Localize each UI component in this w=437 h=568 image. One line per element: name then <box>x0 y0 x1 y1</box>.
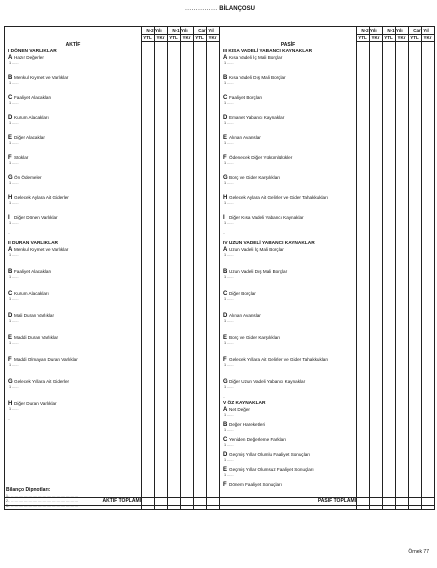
sub-marker: 1 ...... <box>9 221 19 225</box>
item-label: Diğer Uzun Vadeli Yabancı Kaynaklar <box>229 379 306 384</box>
asset-item <box>8 335 58 346</box>
item-label: Dönem Faaliyet Sonuçları <box>229 482 282 487</box>
footnote-line: 3- ..................................................... <box>6 504 79 508</box>
item-label: Alınan Avanslar <box>229 313 261 318</box>
item-label: Mali Duran Varlıklar <box>14 313 54 318</box>
sub-marker: 1 ...... <box>9 161 19 165</box>
column-divider <box>154 27 155 509</box>
sub-marker: 1 ...... <box>9 181 19 185</box>
asset-item <box>8 95 51 106</box>
asset-item <box>8 379 69 390</box>
item-label: Kısa Vadeli İç Mali Borçlar <box>229 55 283 60</box>
item-letter: F <box>223 155 227 161</box>
sub-marker: 1 ...... <box>9 341 19 345</box>
group-current-assets: I DÖNEN VARLIKLAR <box>8 49 57 54</box>
assets-total-label: AKTİF TOPLAMI <box>102 498 141 504</box>
sub-marker: 1 ...... <box>224 319 234 323</box>
asset-item <box>8 401 57 412</box>
item-label: Gelecek Yıllara Ait Gelirler ve Gider Tahakkukları <box>229 357 329 362</box>
item-letter: D <box>223 313 228 319</box>
sub-marker: 1 ...... <box>224 473 234 477</box>
equity-item <box>223 467 314 478</box>
item-letter: D <box>223 115 228 121</box>
item-letter: F <box>223 482 227 488</box>
liability-item <box>223 357 328 368</box>
item-label: Diğer Kısa Vadeli Yabancı Kaynaklar <box>229 215 304 220</box>
equity-item <box>223 437 286 448</box>
currency-header-row <box>141 34 219 42</box>
header-ytl: YTL <box>195 35 204 40</box>
equity-item <box>223 452 310 463</box>
column-divider <box>206 27 207 509</box>
liabilities-total-label: PASİF TOPLAMI <box>317 498 356 504</box>
sub-marker: 1 ...... <box>224 141 234 145</box>
asset-item <box>8 195 69 206</box>
item-label: Geçmiş Yıllar Olumsuz Faaliyet Sonuçları <box>229 467 314 472</box>
balance-footnotes <box>6 487 78 508</box>
item-label: Net Değer <box>229 407 250 412</box>
item-letter: I <box>8 215 10 221</box>
item-label: Faaliyet Alacakları <box>14 269 52 274</box>
column-divider <box>369 27 370 509</box>
item-letter: C <box>8 291 13 297</box>
column-divider <box>180 27 181 509</box>
sub-marker: 1 ...... <box>9 61 19 65</box>
item-label: Maddi Olmayan Duran Varlıklar <box>14 357 78 362</box>
asset-item <box>8 75 68 86</box>
trailing-dots: .. <box>8 230 11 235</box>
sub-marker: 1 ...... <box>224 121 234 125</box>
item-letter: H <box>223 195 228 201</box>
sub-marker: 1 ...... <box>224 341 234 345</box>
sub-marker: 1 ...... <box>224 363 234 367</box>
item-label: Gelecek Aylara Ait Giderler <box>14 195 69 200</box>
item-label: Faaliyet Borçları <box>229 95 263 100</box>
asset-item <box>8 175 42 186</box>
sub-marker: 1 ...... <box>224 101 234 105</box>
item-label: Borç ve Gider Karşılıkları <box>229 175 281 180</box>
item-letter: B <box>8 75 13 81</box>
sub-marker: 1 ...... <box>224 201 234 205</box>
item-letter: E <box>223 467 228 473</box>
header-year-n2: N-2 Yılı <box>361 28 377 33</box>
item-letter: G <box>8 379 13 385</box>
footnote-line: 2- ..................................................... <box>6 499 79 503</box>
column-divider <box>356 27 357 509</box>
header-ykr: YKr <box>371 35 380 40</box>
header-year-n1: N-1 Yılı <box>172 28 188 33</box>
item-label: Geçmiş Yıllar Olumlu Faaliyet Sonuçları <box>229 452 311 457</box>
item-letter: A <box>8 55 13 61</box>
asset-item <box>8 313 54 324</box>
item-label: Yeniden Değerleme Farkları <box>229 437 287 442</box>
sub-marker: 1 ...... <box>224 413 234 417</box>
item-letter: E <box>223 135 228 141</box>
liability-item <box>223 175 280 186</box>
liabilities-section-title: PASİF <box>280 42 296 48</box>
item-label: Ödenecek Diğer Yükümlülükler <box>229 155 293 160</box>
item-letter: B <box>223 269 228 275</box>
item-label: Borç ve Gider Karşılıkları <box>229 335 281 340</box>
group-equity: V ÖZ KAYNAKLAR <box>223 401 266 406</box>
item-label: Maddi Duran Varlıklar <box>14 335 59 340</box>
sub-marker: 1 ...... <box>9 363 19 367</box>
item-letter: C <box>223 95 228 101</box>
item-letter: A <box>8 247 13 253</box>
sub-marker: 1 ...... <box>9 201 19 205</box>
liabilities-amount-columns <box>356 27 434 509</box>
item-label: Diğer Dönen Varlıklar <box>14 215 58 220</box>
asset-item <box>8 215 58 226</box>
liability-item <box>223 195 328 206</box>
liability-item <box>223 269 287 280</box>
item-letter: A <box>223 55 228 61</box>
sub-marker: 1 ...... <box>9 81 19 85</box>
header-ytl: YTL <box>143 35 152 40</box>
assets-amount-columns <box>141 27 219 509</box>
page-number: Örnek 77 <box>408 549 429 555</box>
liability-item <box>223 379 305 390</box>
header-ytl: YTL <box>384 35 393 40</box>
sub-marker: 1 ...... <box>224 221 234 225</box>
total-line <box>220 505 434 506</box>
column-divider <box>421 27 422 509</box>
asset-item <box>8 55 44 66</box>
column-divider <box>167 27 168 509</box>
header-ytl: YTL <box>410 35 419 40</box>
liability-item <box>223 215 304 226</box>
item-label: Faaliyet Alacakları <box>14 95 52 100</box>
item-label: Uzun Vadeli Dış Mali Borçlar <box>229 269 288 274</box>
item-letter: A <box>223 407 228 413</box>
asset-item <box>8 357 78 368</box>
item-letter: C <box>223 437 228 443</box>
header-year-current: Cari Yıl <box>198 28 214 33</box>
item-letter: F <box>8 155 12 161</box>
item-letter: E <box>223 335 228 341</box>
asset-item <box>8 135 45 146</box>
item-label: Diğer Borçlar <box>229 291 256 296</box>
liability-item <box>223 291 256 302</box>
item-letter: B <box>8 269 13 275</box>
footnotes-label: Bilanço Dipnotları: <box>6 487 51 493</box>
group-long-term-liabilities: IV UZUN VADELİ YABANCI KAYNAKLAR <box>223 241 315 246</box>
item-letter: I <box>223 215 225 221</box>
item-letter: H <box>8 401 13 407</box>
item-letter: G <box>8 175 13 181</box>
item-label: Diğer Duran Varlıklar <box>14 401 57 406</box>
item-letter: H <box>8 195 13 201</box>
header-ykr: YKr <box>397 35 406 40</box>
item-letter: C <box>8 95 13 101</box>
sub-marker: 1 ...... <box>224 458 234 462</box>
sub-marker: 1 ...... <box>9 385 19 389</box>
header-year-current: Cari Yıl <box>413 28 429 33</box>
header-ykr: YKr <box>208 35 217 40</box>
header-ytl: YTL <box>358 35 367 40</box>
item-label: Ön Ödemeler <box>14 175 42 180</box>
sub-marker: 1 ...... <box>224 81 234 85</box>
item-letter: A <box>223 247 228 253</box>
liability-item <box>223 75 286 86</box>
liability-item <box>223 313 261 324</box>
sub-marker: 1 ...... <box>9 407 19 411</box>
item-label: Hazır Değerler <box>14 55 44 60</box>
item-letter: B <box>223 75 228 81</box>
sub-marker: 1 ...... <box>9 275 19 279</box>
sub-marker: 1 ...... <box>9 319 19 323</box>
item-letter: E <box>8 135 13 141</box>
sub-marker: 1 ...... <box>9 141 19 145</box>
group-short-term-liabilities: III KISA VADELİ YABANCI KAYNAKLAR <box>223 49 313 54</box>
equity-item <box>223 407 250 418</box>
header-ytl: YTL <box>169 35 178 40</box>
header-ykr: YKr <box>423 35 432 40</box>
sub-marker: 1 ...... <box>224 161 234 165</box>
item-letter: D <box>8 115 13 121</box>
footnote-line: 1- ..................................................... <box>6 494 79 498</box>
sub-marker: 1 ...... <box>224 275 234 279</box>
header-year-n2: N-2 Yılı <box>146 28 162 33</box>
item-label: Kurum Alacakları <box>14 291 49 296</box>
sub-marker: 1 ...... <box>224 181 234 185</box>
liability-item <box>223 55 282 66</box>
liability-item <box>223 335 280 346</box>
item-label: Menkul Kıymet ve Varlıklar <box>14 247 69 252</box>
item-letter: G <box>223 175 228 181</box>
item-label: Kurum Alacakları <box>14 115 49 120</box>
column-divider <box>141 27 142 509</box>
liabilities-description-column <box>220 27 356 509</box>
column-divider <box>382 27 383 509</box>
assets-description-column <box>5 27 141 509</box>
column-divider <box>193 27 194 509</box>
trailing-dots: .. <box>223 230 226 235</box>
trailing-dots: .. <box>223 394 226 399</box>
asset-item <box>8 291 49 302</box>
asset-item <box>8 155 28 166</box>
currency-header-row <box>356 34 434 42</box>
column-divider <box>408 27 409 509</box>
liability-item <box>223 95 262 106</box>
item-letter: E <box>8 335 13 341</box>
asset-item <box>8 247 68 258</box>
sub-marker: 1 ...... <box>9 101 19 105</box>
assets-section-title: AKTİF <box>65 42 81 48</box>
item-label: Gelecek Aylara Ait Gelirler ve Gider Tahakkukları <box>229 195 328 200</box>
item-label: Uzun Vadeli İç Mali Borçlar <box>229 247 284 252</box>
sub-marker: 1 ...... <box>224 428 234 432</box>
header-ykr: YKr <box>156 35 165 40</box>
total-line <box>220 497 434 498</box>
sub-marker: 1 ...... <box>9 297 19 301</box>
trailing-dots: .. <box>8 416 11 421</box>
item-label: Diğer Alacaklar <box>14 135 45 140</box>
equity-item <box>223 422 265 433</box>
sub-marker: 1 ...... <box>9 253 19 257</box>
liabilities-table <box>219 26 435 510</box>
liability-item <box>223 247 284 258</box>
header-year-n1: N-1 Yılı <box>387 28 403 33</box>
liability-item <box>223 135 261 146</box>
item-label: Menkul Kıymet ve Varlıklar <box>14 75 69 80</box>
column-divider <box>395 27 396 509</box>
item-label: Değer Hareketleri <box>229 422 265 427</box>
title-dots: ............... <box>185 6 218 12</box>
title-main: BİLANÇOSU <box>219 6 255 12</box>
item-label: Kısa Vadeli Dış Mali Borçlar <box>229 75 286 80</box>
sub-marker: 1 ...... <box>9 121 19 125</box>
sub-marker: 1 ...... <box>224 443 234 447</box>
item-label: Alınan Avanslar <box>229 135 261 140</box>
item-letter: D <box>8 313 13 319</box>
sub-marker: 1 ...... <box>224 297 234 301</box>
sub-marker: 1 ...... <box>224 253 234 257</box>
page-title <box>150 6 290 12</box>
item-letter: D <box>223 452 228 458</box>
sub-marker: 1 ...... <box>224 61 234 65</box>
asset-item <box>8 115 49 126</box>
sub-marker: 1 ...... <box>224 385 234 389</box>
liability-item <box>223 155 292 166</box>
assets-table <box>4 26 220 510</box>
item-label: Stoklar <box>14 155 29 160</box>
item-letter: F <box>8 357 12 363</box>
item-letter: G <box>223 379 228 385</box>
item-label: Emanet Yabancı Kaynaklar <box>229 115 285 120</box>
header-ykr: YKr <box>182 35 191 40</box>
item-letter: F <box>223 357 227 363</box>
item-letter: B <box>223 422 228 428</box>
asset-item <box>8 269 51 280</box>
item-label: Gelecek Yıllara Ait Giderler <box>14 379 70 384</box>
equity-item <box>223 482 282 488</box>
group-fixed-assets: II DURAN VARLIKLAR <box>8 241 59 246</box>
item-letter: C <box>223 291 228 297</box>
liability-item <box>223 115 284 126</box>
